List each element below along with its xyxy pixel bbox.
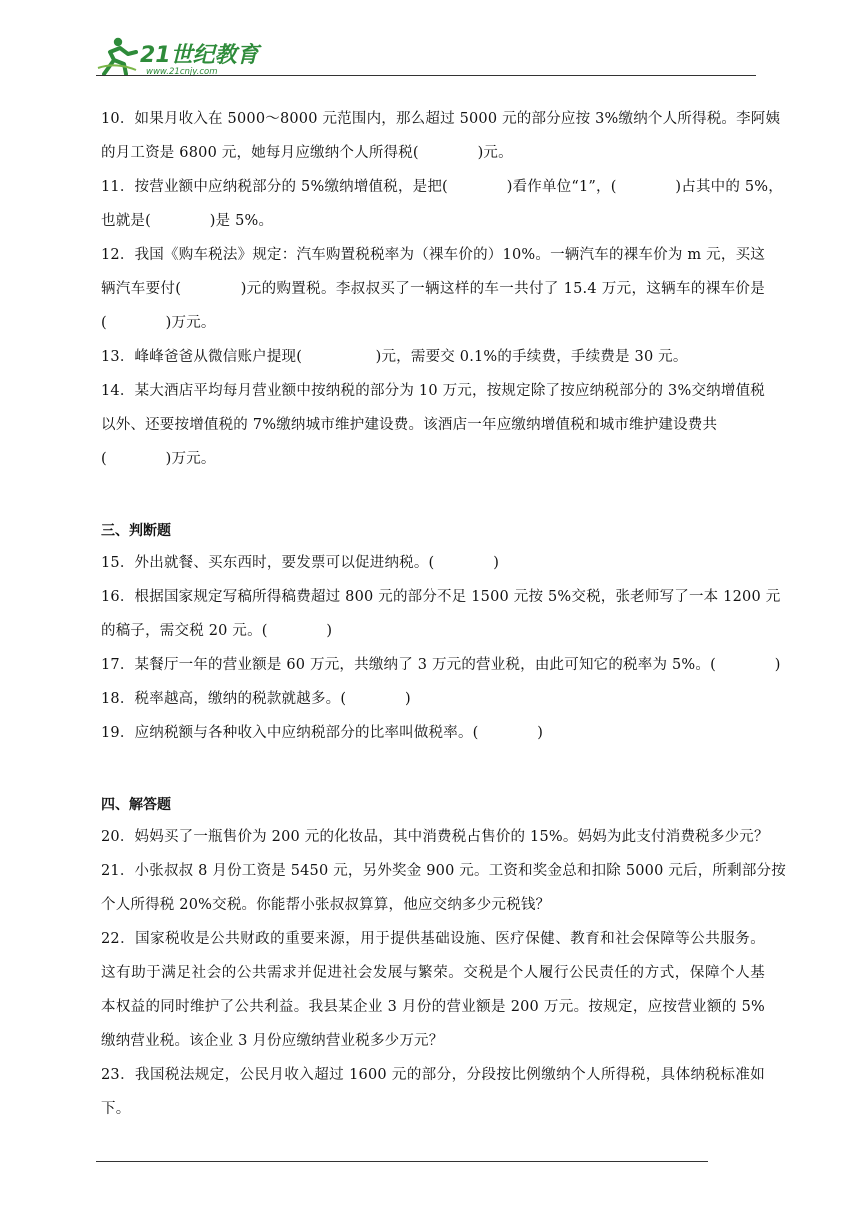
question-11-line-2: 也就是( )是 5%。 — [101, 213, 274, 229]
question-12-line-1: 12．我国《购车税法》规定：汽车购置税税率为（裸车价的）10%。一辆汽车的裸车价为 m 元，买这 — [101, 247, 765, 263]
question-16-line-1: 16．根据国家规定写稿所得稿费超过 800 元的部分不足 1500 元按 5%交税，张老师写了一本 1200 元 — [101, 589, 781, 605]
question-16-line-2: 的稿子，需交税 20 元。( ) — [101, 623, 333, 639]
question-10-line-1: 10．如果月收入在 5000～8000 元范围内，那么超过 5000 元的部分应按 3%缴纳个人所得税。李阿姨 — [101, 111, 781, 127]
question-22-line-2: 这有助于满足社会的公共需求并促进社会发展与繁荣。交税是个人履行公民责任的方式，保障个人基 — [101, 965, 765, 981]
question-18: 18．税率越高，缴纳的税款就越多。( ) — [101, 691, 411, 707]
question-13: 13．峰峰爸爸从微信账户提现( )元，需要交 0.1%的手续费，手续费是 30 元。 — [101, 349, 688, 365]
question-22-line-1: 22．国家税收是公共财政的重要来源，用于提供基础设施、医疗保健、教育和社会保障等公共服务。 — [101, 931, 765, 947]
question-14-line-1: 14．某大酒店平均每月营业额中按纳税的部分为 10 万元，按规定除了按应纳税部分的 3%交纳增值税 — [101, 383, 765, 399]
question-22-line-4: 缴纳营业税。该企业 3 月份应缴纳营业税多少万元？ — [101, 1033, 444, 1049]
question-23-line-2: 下。 — [101, 1101, 131, 1117]
question-12-line-2: 辆汽车要付( )元的购置税。李叔叔买了一辆这样的车一共付了 15.4 万元，这辆车的裸车价是 — [101, 281, 765, 297]
21cnjy-logo — [96, 34, 266, 78]
question-22-line-3: 本权益的同时维护了公共利益。我县某企业 3 月份的营业额是 200 万元。按规定，应按营业额的 5% — [101, 999, 765, 1015]
section-gap — [101, 750, 765, 784]
section-gap — [101, 476, 765, 510]
header-rule — [96, 75, 756, 76]
question-15: 15．外出就餐、买东西时，要发票可以促进纳税。( ) — [101, 555, 500, 571]
question-10-line-2: 的月工资是 6800 元，她每月应缴纳个人所得税( )元。 — [101, 145, 513, 161]
question-19: 19．应纳税额与各种收入中应纳税部分的比率叫做税率。( ) — [101, 725, 544, 741]
section-4-heading: 四、解答题 — [101, 797, 171, 813]
question-17: 17．某餐厅一年的营业额是 60 万元，共缴纳了 3 万元的营业税，由此可知它的税率为 5%。( ) — [101, 657, 781, 673]
worksheet-content — [101, 102, 786, 1126]
question-12-line-3: ( )万元。 — [101, 315, 216, 331]
page-header — [96, 34, 756, 78]
logo-text: 21世纪教育 — [140, 43, 259, 68]
question-14-line-2: 以外、还要按增值税的 7%缴纳城市维护建设费。该酒店一年应缴纳增值税和城市维护建设费共 — [101, 417, 718, 433]
question-14-line-3: ( )万元。 — [101, 451, 216, 467]
logo-url: www.21cnjy.com — [146, 67, 218, 77]
question-23-line-1: 23．我国税法规定，公民月收入超过 1600 元的部分，分段按比例缴纳个人所得税，具体纳税标准如 — [101, 1067, 765, 1083]
question-21-line-2: 个人所得税 20%交税。你能帮小张叔叔算算，他应交纳多少元税钱？ — [101, 897, 551, 913]
question-11-line-1: 11．按营业额中应纳税部分的 5%缴纳增值税，是把( )看作单位“1”，( )占其中的 5%， — [101, 179, 783, 195]
question-20: 20．妈妈买了一瓶售价为 200 元的化妆品，其中消费税占售价的 15%。妈妈为此支付消费税多少元？ — [101, 829, 769, 845]
question-21-line-1: 21．小张叔叔 8 月份工资是 5450 元，另外奖金 900 元。工资和奖金总和扣除 5000 元后，所剩部分按 — [101, 863, 786, 879]
section-3-heading: 三、判断题 — [101, 523, 171, 539]
footer-rule — [96, 1161, 708, 1162]
